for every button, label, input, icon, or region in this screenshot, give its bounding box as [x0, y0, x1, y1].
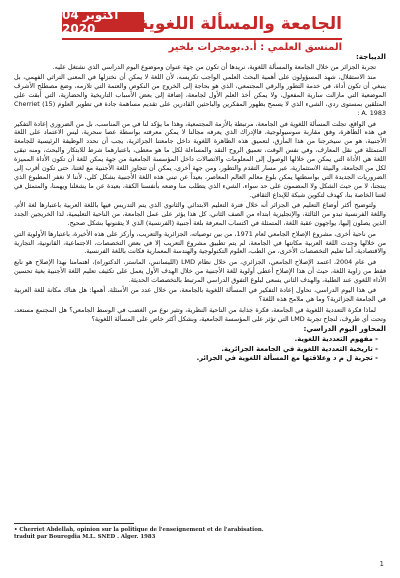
list-item: - تاريخية التعددية اللغوية في الجامعة الجزائرية. [14, 345, 386, 355]
paragraph: ولتوضيح أكثر أوضاع التعليم في الجزائر أنه خلال فترة التعليم الابتدائي والثانوي الذي يتم التدريس فيها باللغة العربية باعتبارها لغة الأم، واللغة الفرنسية تبدو من الثالثة، والإنجليزية ابتداء من الصف الثاني، كل هذا يؤثر على عمل الجامعة، من الناحية التعليمية، لذا الخريجين الجدد الذين يصلون إليها، يواجهون عقبة اللغة، المتمثلة في اكتساب المعرفة بلغة أجنبية (الفرنسية) الذي لا يتقنونها بشكل صحيح. [14, 201, 386, 228]
paragraph: لماذا فكرة التعددية اللغوية في الجامعة، فكرة جذابة من الناحية النظرية، وتثير نوع من الغضب في الوسط الجامعي؟ هل المجتمع مستعد، وتحت أي ظروف، لنجاح تجربة LMD التي تؤثر على المؤسسة الجامعية، وبشكل أكثر خاص على المسألة اللغوية؟ [14, 305, 386, 323]
axes-heading: المحاور اليوم الدراسي: [303, 324, 386, 334]
footnote-line-1: Cherriet Abdellah, opinion sur la politique de l'enseignement et de l'arabisation. [19, 527, 264, 533]
paragraph: في هذا اليوم الدراسي، نحاول إعادة التفكير في المسألة اللغوية بالجامعة، من خلال عدد من الأسئلة، أهمها: هل هناك مكانة للغة العربية في الجامعة الجزائرية؟ وما هي ملامح هذه اللغة؟ [14, 286, 386, 304]
axes-list [14, 335, 386, 364]
title-divider [62, 38, 342, 40]
paragraph: في عام 2004، اعتمد الإصلاح الجامعي، الجزائري، من خلال نظام LMD (الليسانس، الماستر، الدكتوراه)، اهتمامنا بهذا الإصلاح هو نابع فقط من زاوية اللغة، حيث أن هذا الإصلاح أعطى أولوية للغة الأجنبية من خلال الهدف الأول يعمل على تكثيف تعليم اللغة الأجنبية بغية تحسين الأداء اللغوي عند الطلبة، والهدف الثاني يسعى لبلوغ التفوق الدراسي المرتبط بالتخصصات الحديثة. [14, 257, 386, 284]
header [10, 6, 390, 53]
paragraph: تجربة الجزائر من خلال الجامعة والمسألة اللغوية، نريدها أن تكون من جهة عنوان وموضوع اليوم الدراسي الذي نشتغل عليه. [52, 62, 376, 71]
page-number: 1 [379, 560, 384, 568]
author-line: المنسق العلمي : أ.د.بومجرات بلخير [168, 42, 342, 53]
date-badge: 04 أكتوبر 2020 [62, 12, 144, 32]
article-body [14, 52, 386, 522]
intro-heading: الديباجة: [355, 52, 386, 61]
list-item: - تجربة ل م د وعلاقتها مع المسألة اللغوية في الجزائر. [14, 354, 386, 364]
list-item: - مفهوم التعددية اللغوية. [14, 335, 386, 345]
paragraph: في الواقع، تجلت المسألة اللغوية في الجامعة، مرتبطة بالأزمة المجتمعية، وهذا ما يؤكد لنا في من المناسب، بل من الضروري إعادة التفكير في هذه الظاهرة، وفق مقاربة سوسيولوجية، فالإدراك الذي يعرفه مجالنا لا يمكن معرفته بواسطة عصا سحرية، ليس الاعتماد على اللغة الأجنبية، هو من سيخرجنا من هذا المأزق، لتعميق هذه الظاهرة اللغوية داخل جامعتنا الجزائرية، يجب أن نحدد الوظيفة الرئيسية للجامعة المتمثلة في نقل المعارف، وفي نفس الوقت، تعميق الروح النقد والمساءلة لكل ما هو معطى، باعتبارهما شرط للابتكار والبحث، ومنه تبقى اللغة هي الأداة التي يمكن من خلالها الوصول إلى المعلومات والاتصالات داخل المؤسسة الجامعية من جهة يمكن للغة أن تكون الأداة المميزة لكل من الجامعة، والبيئة الاستثمارية، عبر مسار التقدم والتطور، ومن جهة أخرى، يمكن أن تتجاوز اللغة الأجنبية مع لغتنا، حتى تكون أقرب إلى الضروريات الجديدة التي بواسطتها يمكن بلوغ معالم العالم المعاصر، بعيداً عن تبني هذه اللغة الأجنبية بشكل كلي، لأننا لا نغفر المطبوع الذي ينتجنا، لا من حيث الشكل ولا المضمون على حد سواء، الشيء الذي يتطلب منا وضعه بأنفسنا الكفة، بعيدة عن ما يشغلنا ويهمنا، والمتمثل في لغتنا الخاصة بنا، كهدف لتكوين شبكة للإبداع الثقافي. [14, 119, 386, 199]
paragraph: من ناحية أخرى، مشروع الإصلاح الجامعي لعام 1971، من بين توصياته، الجزائرية والتعريب، وأركز على هذه الأخيرة، باعتبارها الأولوية التي من خلالها وجدت اللغة العربية مكانتها في الجامعة، لم يتم تطبيق مشروع التعريب إلا في بعض التخصصات، الاجتماعية، القانونية، التجارية والاقتصادية، أما تعليم التخصصات الأخرى، من الطب، العلوم التكنولوجية والهندسة المعمارية فكانت باللغة الفرنسية. [14, 229, 386, 256]
footnote-bullet: • [14, 527, 18, 533]
footnote [14, 527, 314, 541]
footnote-divider [14, 523, 134, 524]
paragraph: منذ الاستقلال، شهد المسؤولون على أهمية البحث العلمي الواجب تكريسه، لأن اللغة لا يمكن أن نختزلها في المعنى التراثي الفهمي، بل ينبغي أن تكون أداة، في خدمة التطور والرقي المجتمعي، الذي هو بحاجة إلى الخروج من النكوص والعتمة التي تلازمه، وضع مصطلح الأشرف الموضعية التي مازالت سارية المفعول، ولا يمكن أخذ العلم الأول لجامعة، إضافة إلى بعض الأسباب التاريخية والحضارية، التي أبقت على المتلقين بمستوى ردي، الشيء الذي لا يسمح بظهور المفكرين والباحثين القادرين على تقديم مساهمة جادة في تطوير العلوم (15) Cherriet A. 1983 : [14, 73, 386, 118]
footnote-line-2: traduit par Bouregdia M.L. SNED . Alger. 1983 [14, 534, 156, 541]
page-title: الجامعة والمسألة اللغوية [138, 14, 342, 34]
